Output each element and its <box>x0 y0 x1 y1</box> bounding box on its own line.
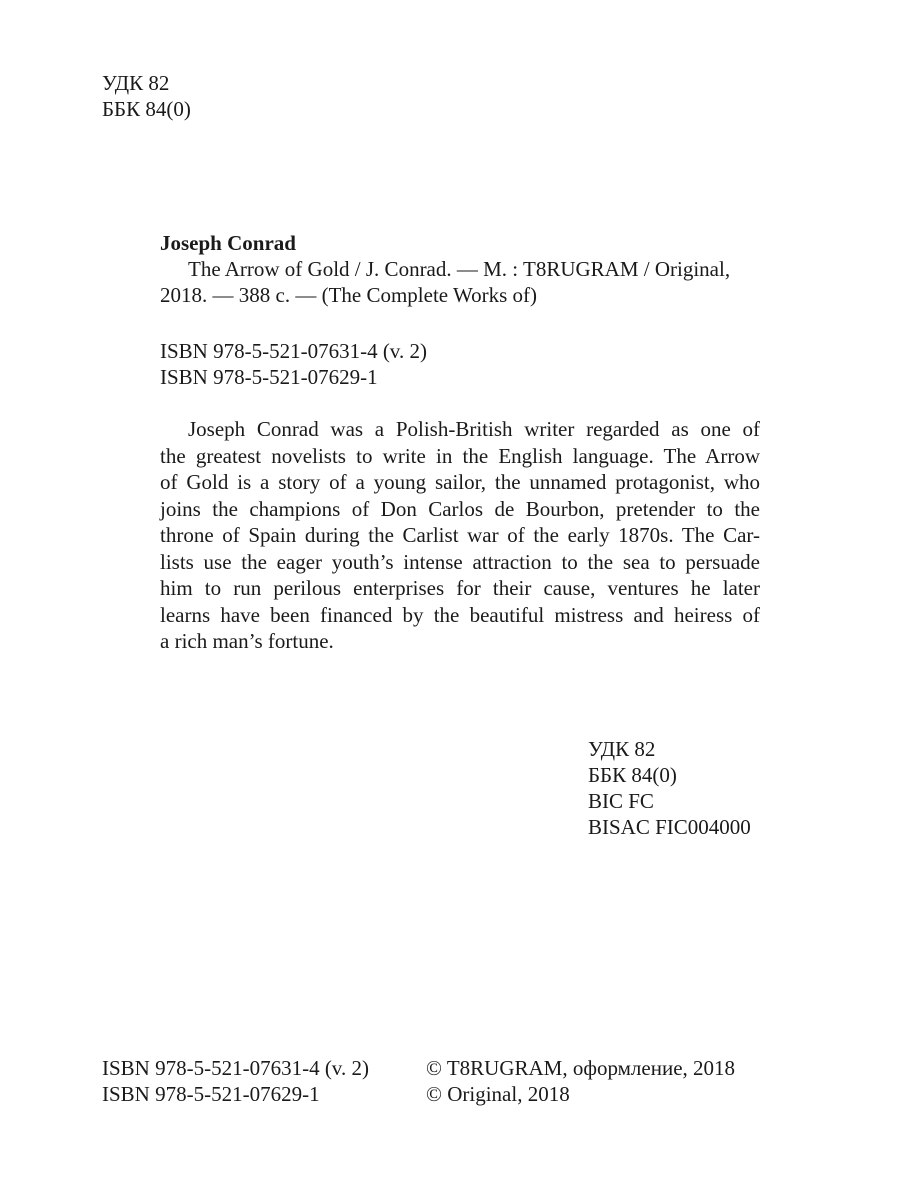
bibliographic-record <box>160 230 760 308</box>
footer-copyright <box>426 1055 735 1107</box>
udk-code: УДК 82 <box>588 737 656 761</box>
isbn-volume: ISBN 978-5-521-07631-4 (v. 2) <box>102 1056 369 1080</box>
annotation-line: a rich man’s fortune. <box>160 629 334 653</box>
udk-code: УДК 82 <box>102 71 170 95</box>
classification-codes <box>588 736 751 840</box>
bbk-code: ББК 84(0) <box>588 763 677 787</box>
bic-code: BIC FC <box>588 789 654 813</box>
top-classification-codes <box>102 70 191 122</box>
title-line-2: 2018. — 388 с. — (The Complete Works of) <box>160 283 538 307</box>
copyright-original: © Original, 2018 <box>426 1082 570 1106</box>
annotation-line: learns have been financed by the beautiful mistress and heiress of <box>160 602 760 627</box>
annotation-line: throne of Spain during the Carlist war of the early 1870s. The Car- <box>160 523 760 547</box>
annotation-line: the greatest novelists to write in the English language. The Arrow <box>160 443 760 468</box>
footer-isbn <box>102 1055 369 1107</box>
isbn-set: ISBN 978-5-521-07629-1 <box>102 1082 320 1106</box>
annotation-line: Joseph Conrad was a Polish-British writer regarded as one of <box>188 417 760 441</box>
annotation-line: of Gold is a story of a young sailor, the unnamed protagonist, who <box>160 470 760 494</box>
isbn-set: ISBN 978-5-521-07629-1 <box>160 365 378 389</box>
annotation-line: him to run perilous enterprises for their cause, ventures he later <box>160 576 760 600</box>
annotation-line: joins the champions of Don Carlos de Bourbon, pretender to the <box>160 496 760 521</box>
annotation-line: lists use the eager youth’s intense attraction to the sea to persuade <box>160 549 760 574</box>
author-name: Joseph Conrad <box>160 231 296 255</box>
bbk-code: ББК 84(0) <box>102 97 191 121</box>
bisac-code: BISAC FIC004000 <box>588 815 751 839</box>
copyright-design: © T8RUGRAM, оформление, 2018 <box>426 1056 736 1080</box>
annotation-paragraph <box>160 416 760 655</box>
title-line-1: The Arrow of Gold / J. Conrad. — M. : T8RUGRAM / Original, <box>188 257 731 281</box>
isbn-block <box>160 338 427 390</box>
isbn-volume: ISBN 978-5-521-07631-4 (v. 2) <box>160 339 427 363</box>
